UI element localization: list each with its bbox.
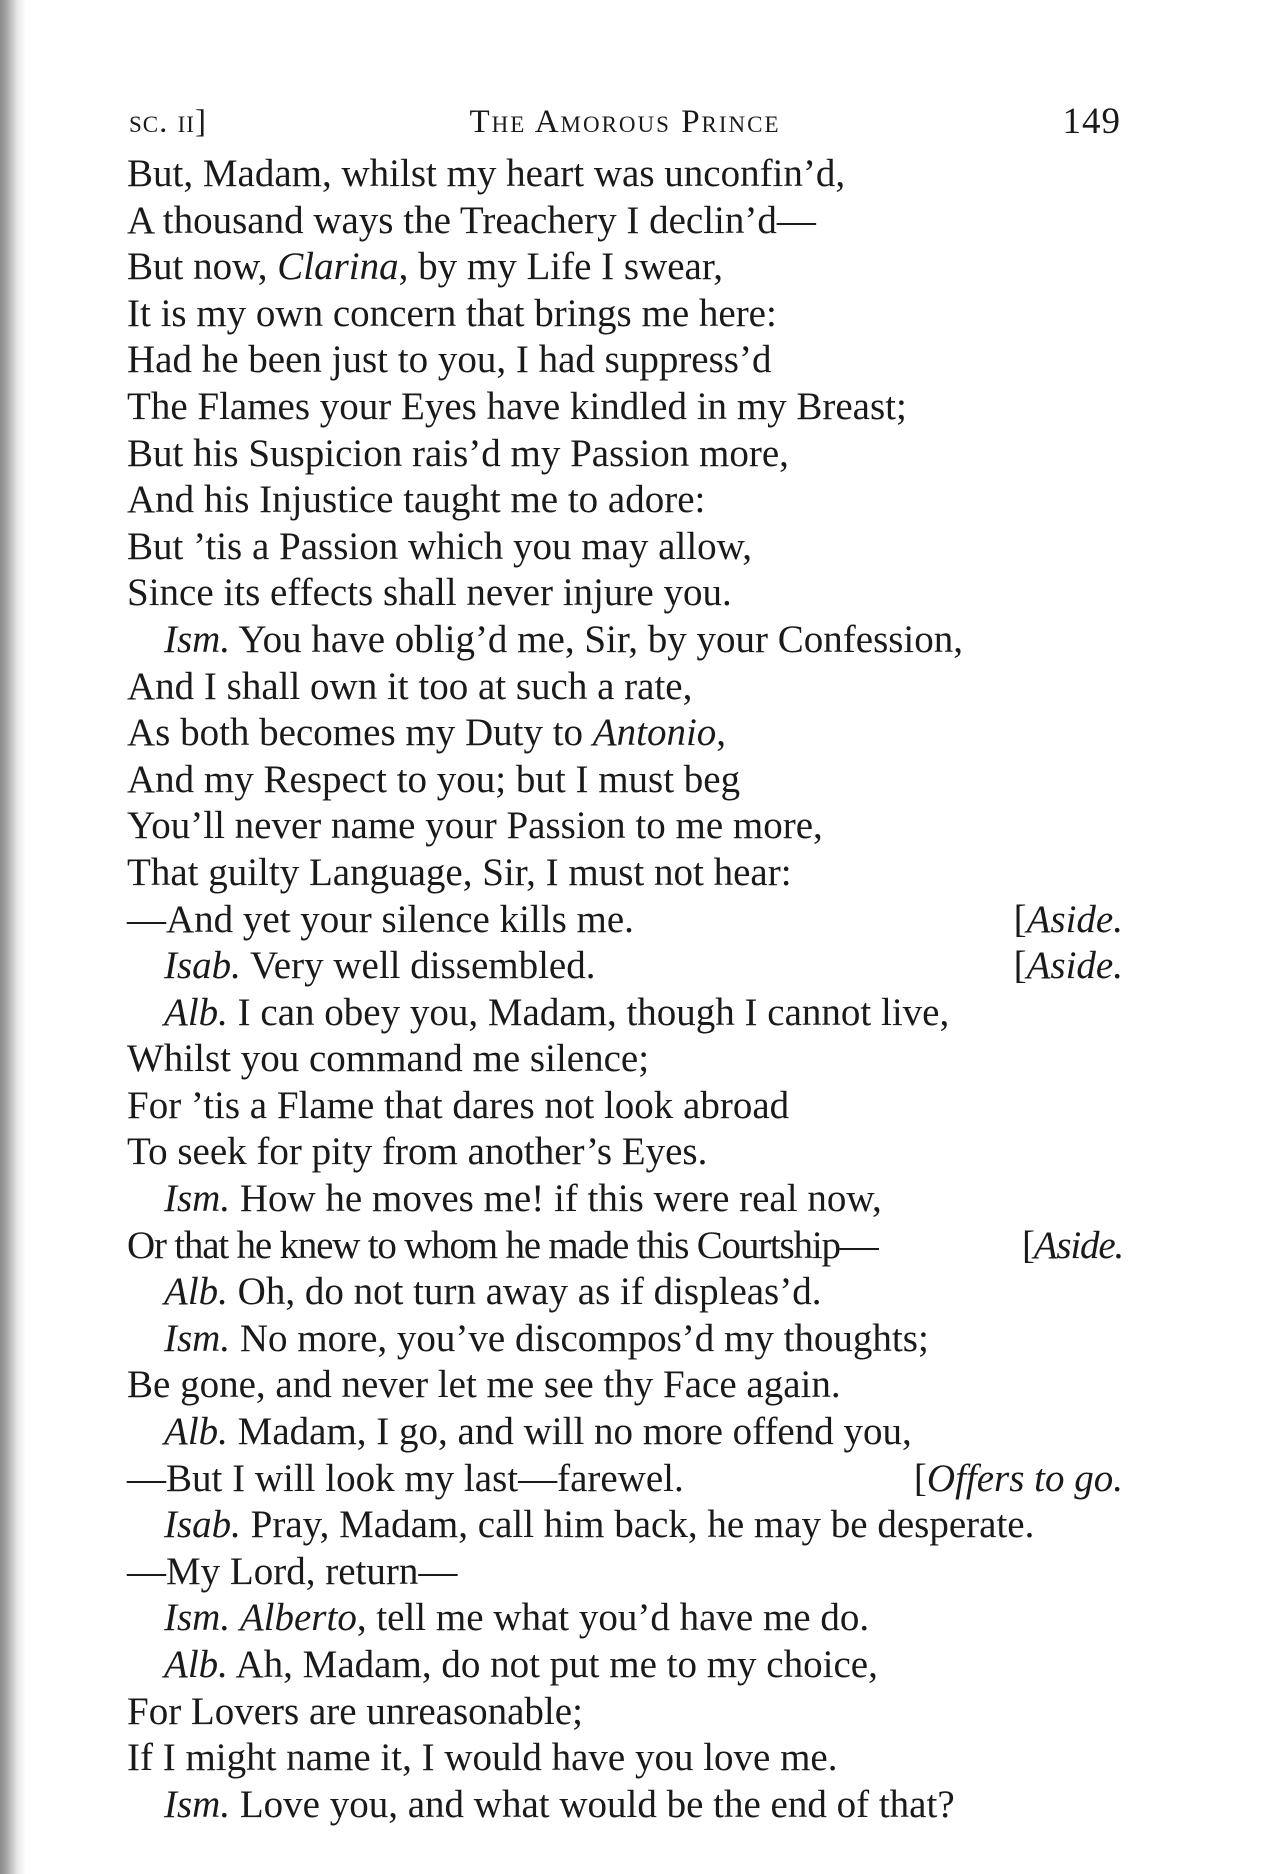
line-text: But ’tis a Passion which you may allow,: [127, 524, 753, 568]
stage-direction: [Aside.: [1013, 897, 1123, 941]
line-text: For ’tis a Flame that dares not look abroad: [127, 1083, 790, 1127]
speech-line: [127, 1269, 1123, 1316]
line-text: , by my Life I swear,: [398, 245, 724, 289]
verse-line: [127, 757, 1123, 804]
line-text: To seek for pity from another’s Eyes.: [127, 1130, 708, 1174]
line-text: If I might name it, I would have you love me.: [127, 1736, 838, 1780]
stage-direction: [Aside.: [1013, 944, 1123, 988]
page-binding-edge: [0, 0, 26, 1874]
verse-line: [127, 1223, 1123, 1270]
speaker-name: Ism.: [164, 1177, 231, 1221]
line-text: You have oblig’d me, Sir, by your Confession,: [230, 617, 964, 661]
character-name: Alberto: [239, 1596, 357, 1640]
line-text: But now,: [127, 245, 278, 289]
line-text: That guilty Language, Sir, I must not hear:: [127, 850, 792, 894]
verse-line: [127, 570, 1123, 617]
speaker-name: Alb.: [164, 1270, 228, 1314]
line-text: As both becomes my Duty to: [127, 711, 593, 755]
verse-line: [127, 850, 1123, 897]
line-text: —My Lord, return—: [127, 1549, 458, 1593]
line-text: —But I will look my last—farewel.: [127, 1456, 684, 1500]
page-number: 149: [1062, 101, 1121, 142]
speaker-name: Ism.: [164, 617, 231, 661]
line-text: —And yet your silence kills me.: [127, 897, 634, 941]
verse-line: [127, 803, 1123, 850]
verse-line: [127, 897, 1123, 944]
speech-line: [127, 1409, 1123, 1456]
line-text: No more, you’ve discompos’d my thoughts;: [230, 1316, 929, 1360]
line-text: Had he been just to you, I had suppress’d: [127, 338, 772, 382]
character-name: Antonio: [592, 711, 717, 755]
stage-direction-text: Aside.: [1026, 897, 1123, 941]
line-text: But, Madam, whilst my heart was unconfin’d,: [127, 152, 846, 195]
speech-line: [127, 1502, 1123, 1549]
verse-line: [127, 1689, 1123, 1736]
line-text: A thousand ways the Treachery I declin’d—: [127, 198, 816, 242]
verse-line: [127, 477, 1123, 524]
speech-line: [127, 1782, 1123, 1829]
line-text: ,: [716, 711, 727, 755]
speaker-name: Alb.: [164, 1410, 228, 1454]
verse-text: [127, 151, 1123, 1828]
line-text: You’ll never name your Passion to me more,: [127, 804, 823, 848]
verse-line: [127, 151, 1123, 198]
line-text: Or that he knew to whom he made this Courtship—: [127, 1223, 878, 1267]
stage-direction: [Offers to go.: [913, 1456, 1123, 1500]
speaker-name: Ism.: [164, 1596, 231, 1640]
speaker-name: Ism.: [164, 1316, 231, 1360]
speech-line: [127, 1176, 1123, 1223]
stage-direction-text: Aside.: [1033, 1223, 1123, 1267]
verse-line: [127, 1735, 1123, 1782]
line-text: How he moves me! if this were real now,: [230, 1177, 882, 1221]
line-text: Pray, Madam, call him back, he may be desperate.: [240, 1503, 1035, 1547]
speech-line: [127, 617, 1123, 664]
verse-line: [127, 431, 1123, 478]
line-text: Since its effects shall never injure you.: [127, 571, 732, 615]
speech-line: [127, 1316, 1123, 1363]
line-text: I can obey you, Madam, though I cannot live,: [227, 990, 950, 1034]
speaker-name: Isab.: [164, 944, 241, 988]
speech-line: [127, 1595, 1123, 1642]
stage-direction: [Aside.: [1022, 1223, 1123, 1267]
speech-line: [127, 943, 1123, 990]
verse-line: [127, 1129, 1123, 1176]
verse-line: [127, 1036, 1123, 1083]
speaker-name: Isab.: [164, 1503, 241, 1547]
stage-direction-text: Offers to go.: [926, 1456, 1123, 1500]
verse-line: [127, 384, 1123, 431]
line-text: Oh, do not turn away as if displeas’d.: [227, 1270, 822, 1314]
verse-line: [127, 710, 1123, 757]
verse-line: [127, 291, 1123, 338]
line-text: Ah, Madam, do not put me to my choice,: [227, 1643, 878, 1686]
line-text: [230, 1596, 240, 1639]
line-text: Whilst you command me silence;: [127, 1037, 650, 1081]
verse-line: [127, 1456, 1123, 1503]
verse-line: [127, 1083, 1123, 1130]
verse-line: [127, 1549, 1123, 1596]
running-header: [129, 98, 1121, 146]
speech-line: [127, 990, 1123, 1037]
verse-line: [127, 1362, 1123, 1409]
line-text: But his Suspicion rais’d my Passion more,: [127, 431, 789, 475]
verse-line: [127, 337, 1123, 384]
scene-marker: sc. ii]: [129, 104, 207, 140]
speech-line: [127, 1642, 1123, 1689]
line-text: The Flames your Eyes have kindled in my Breast;: [127, 384, 907, 428]
verse-line: [127, 244, 1123, 291]
character-name: Clarina: [277, 245, 399, 289]
line-text: Be gone, and never let me see thy Face again.: [127, 1363, 841, 1407]
line-text: For Lovers are unreasonable;: [127, 1689, 583, 1733]
verse-line: [127, 198, 1123, 245]
stage-direction-text: Aside.: [1026, 944, 1123, 988]
line-text: , tell me what you’d have me do.: [356, 1596, 870, 1640]
speaker-name: Alb.: [164, 1643, 228, 1686]
line-text: And my Respect to you; but I must beg: [127, 757, 741, 801]
speaker-name: Ism.: [164, 1782, 231, 1826]
line-text: It is my own concern that brings me here:: [127, 291, 777, 335]
verse-line: [127, 664, 1123, 711]
line-text: And his Injustice taught me to adore:: [127, 478, 706, 522]
line-text: Love you, and what would be the end of that?: [230, 1782, 955, 1826]
speaker-name: Alb.: [164, 990, 228, 1034]
running-title: The Amorous Prince: [469, 104, 781, 140]
line-text: Madam, I go, and will no more offend you,: [227, 1410, 912, 1454]
line-text: Very well dissembled.: [240, 944, 596, 988]
verse-line: [127, 524, 1123, 571]
line-text: And I shall own it too at such a rate,: [127, 664, 693, 708]
